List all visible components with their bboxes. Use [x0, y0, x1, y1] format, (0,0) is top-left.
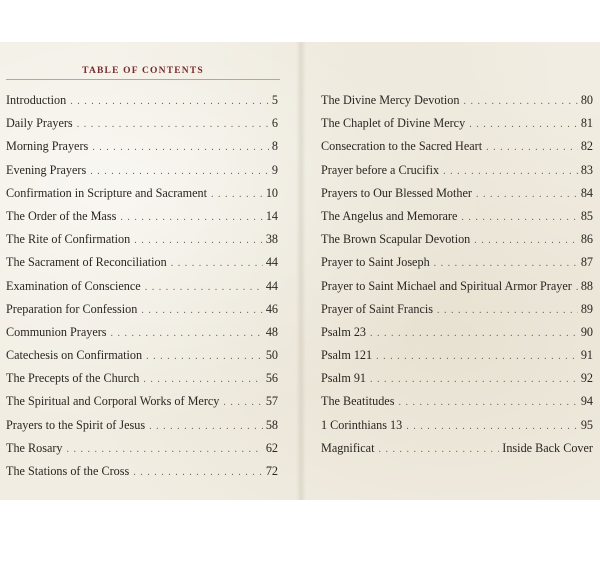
toc-entry [321, 394, 593, 417]
toc-entry-page: 82 [580, 139, 593, 154]
toc-entry-page: 56 [265, 371, 278, 386]
toc-right-column [321, 93, 593, 464]
toc-entry-title: Communion Prayers [6, 324, 107, 339]
page-gutter [296, 42, 306, 500]
toc-entry-page: 44 [265, 255, 278, 270]
toc-entry-page: 57 [265, 394, 278, 409]
toc-entry-title: Psalm 121 [321, 348, 373, 363]
dot-leader [376, 351, 578, 362]
toc-entry-page: 90 [580, 324, 593, 339]
toc-entry [6, 302, 278, 325]
toc-entry-page: 86 [580, 232, 593, 247]
toc-entry-page: 5 [271, 93, 278, 107]
toc-entry [321, 93, 593, 116]
toc-entry-page: 62 [265, 440, 278, 455]
toc-entry [321, 325, 593, 348]
dot-leader [486, 142, 578, 153]
toc-entry-title: The Precepts of the Church [6, 371, 140, 386]
dot-leader [378, 444, 499, 455]
toc-entry-page: 58 [265, 417, 278, 432]
dot-leader [120, 212, 262, 223]
dot-leader [461, 212, 577, 223]
toc-entry-title: Morning Prayers [6, 139, 89, 154]
dot-leader [370, 374, 578, 385]
toc-entry-title: Magnificat [321, 440, 375, 455]
toc-entry-page: 85 [580, 208, 593, 223]
toc-entry-page: 44 [265, 278, 278, 293]
toc-entry [6, 186, 278, 209]
toc-entry-title: Consecration to the Sacred Heart [321, 139, 483, 154]
toc-entry [6, 371, 278, 394]
dot-leader [437, 305, 578, 316]
dot-leader [149, 421, 263, 432]
dot-leader [474, 235, 578, 246]
toc-entry-page: Inside Back Cover [502, 440, 593, 455]
title-rule [6, 79, 280, 80]
toc-entry-title: Prayers to Our Blessed Mother [321, 185, 472, 200]
dot-leader [77, 119, 269, 130]
toc-entry [321, 186, 593, 209]
dot-leader [434, 258, 578, 269]
toc-entry-title: Prayers to the Spirit of Jesus [6, 417, 146, 432]
dot-leader [134, 235, 263, 246]
toc-entry-page: 80 [580, 93, 593, 107]
toc-entry-page: 50 [265, 348, 278, 363]
toc-entry-page: 48 [265, 324, 278, 339]
dot-leader [133, 467, 263, 478]
toc-entry-title: The Rite of Confirmation [6, 232, 131, 247]
toc-entry [321, 279, 593, 302]
toc-entry [6, 93, 278, 116]
dot-leader [70, 96, 269, 107]
toc-entry-title: Psalm 23 [321, 324, 367, 339]
toc-entry [321, 139, 593, 162]
dot-leader [146, 351, 263, 362]
toc-entry-page: 38 [265, 232, 278, 247]
toc-entry-page: 94 [580, 394, 593, 409]
toc-entry-page: 88 [580, 278, 593, 293]
toc-entry-title: Introduction [6, 93, 67, 107]
toc-entry [321, 255, 593, 278]
dot-leader [67, 444, 263, 455]
toc-entry [6, 394, 278, 417]
toc-entry-page: 84 [580, 185, 593, 200]
toc-entry-page: 83 [580, 162, 593, 177]
toc-entry-title: Prayer to Saint Michael and Spiritual Armor Prayer [321, 278, 572, 293]
toc-entry-title: Evening Prayers [6, 162, 87, 177]
dot-leader [111, 328, 263, 339]
dot-leader [92, 142, 269, 153]
toc-entry-title: The Order of the Mass [6, 208, 117, 223]
toc-entry [321, 441, 593, 464]
toc-entry-page: 91 [580, 348, 593, 363]
toc-entry [6, 116, 278, 139]
toc-entry [6, 348, 278, 371]
toc-entry-title: Prayer before a Crucifix [321, 162, 440, 177]
toc-entry-page: 81 [580, 116, 593, 131]
toc-entry-page: 89 [580, 301, 593, 316]
toc-entry-page: 9 [271, 162, 278, 177]
dot-leader [443, 166, 578, 177]
toc-entry-page: 95 [580, 417, 593, 432]
toc-entry-page: 14 [265, 208, 278, 223]
toc-entry-title: Catechesis on Confirmation [6, 348, 143, 363]
dot-leader [145, 282, 263, 293]
toc-left-column [6, 93, 278, 487]
toc-entry [321, 116, 593, 139]
toc-entry-page: 8 [271, 139, 278, 154]
toc-entry-title: The Spiritual and Corporal Works of Mercy [6, 394, 220, 409]
toc-entry-page: 46 [265, 301, 278, 316]
toc-entry [6, 139, 278, 162]
toc-entry [6, 163, 278, 186]
toc-entry-title: Psalm 91 [321, 371, 367, 386]
toc-entry [6, 418, 278, 441]
toc-entry [321, 209, 593, 232]
dot-leader [171, 258, 263, 269]
toc-entry-title: Prayer to Saint Joseph [321, 255, 430, 270]
toc-entry-title: Examination of Conscience [6, 278, 141, 293]
dot-leader [576, 282, 578, 293]
toc-title: TABLE OF CONTENTS [82, 66, 204, 76]
toc-entry-page: 72 [265, 464, 278, 478]
dot-leader [469, 119, 578, 130]
toc-entry [6, 209, 278, 232]
toc-entry-title: Daily Prayers [6, 116, 73, 131]
toc-entry [6, 255, 278, 278]
toc-entry-title: 1 Corinthians 13 [321, 417, 403, 432]
toc-entry-page: 10 [265, 185, 278, 200]
toc-entry [6, 279, 278, 302]
toc-entry [6, 441, 278, 464]
toc-entry-page: 92 [580, 371, 593, 386]
toc-entry [321, 163, 593, 186]
toc-entry [321, 232, 593, 255]
toc-entry-title: Preparation for Confession [6, 301, 138, 316]
dot-leader [406, 421, 578, 432]
toc-entry-title: The Rosary [6, 440, 63, 455]
toc-entry [321, 418, 593, 441]
toc-entry-page: 87 [580, 255, 593, 270]
toc-entry-title: The Beatitudes [321, 394, 395, 409]
dot-leader [223, 397, 262, 408]
dot-leader [211, 189, 263, 200]
toc-entry [321, 371, 593, 394]
toc-entry [6, 325, 278, 348]
toc-entry-page: 6 [271, 116, 278, 131]
toc-entry-title: The Divine Mercy Devotion [321, 93, 460, 107]
toc-entry-title: The Sacrament of Reconciliation [6, 255, 167, 270]
toc-entry [6, 232, 278, 255]
toc-entry [321, 348, 593, 371]
book-spread [0, 42, 600, 500]
dot-leader [143, 374, 262, 385]
toc-entry-title: The Brown Scapular Devotion [321, 232, 471, 247]
toc-entry [6, 464, 278, 487]
dot-leader [398, 397, 577, 408]
dot-leader [90, 166, 269, 177]
dot-leader [463, 96, 577, 107]
toc-entry-title: The Chaplet of Divine Mercy [321, 116, 466, 131]
toc-entry-title: Confirmation in Scripture and Sacrament [6, 185, 208, 200]
dot-leader [476, 189, 578, 200]
dot-leader [141, 305, 262, 316]
toc-entry [321, 302, 593, 325]
toc-entry-title: The Angelus and Memorare [321, 208, 458, 223]
toc-entry-title: Prayer of Saint Francis [321, 301, 434, 316]
toc-entry-title: The Stations of the Cross [6, 464, 130, 478]
dot-leader [370, 328, 578, 339]
